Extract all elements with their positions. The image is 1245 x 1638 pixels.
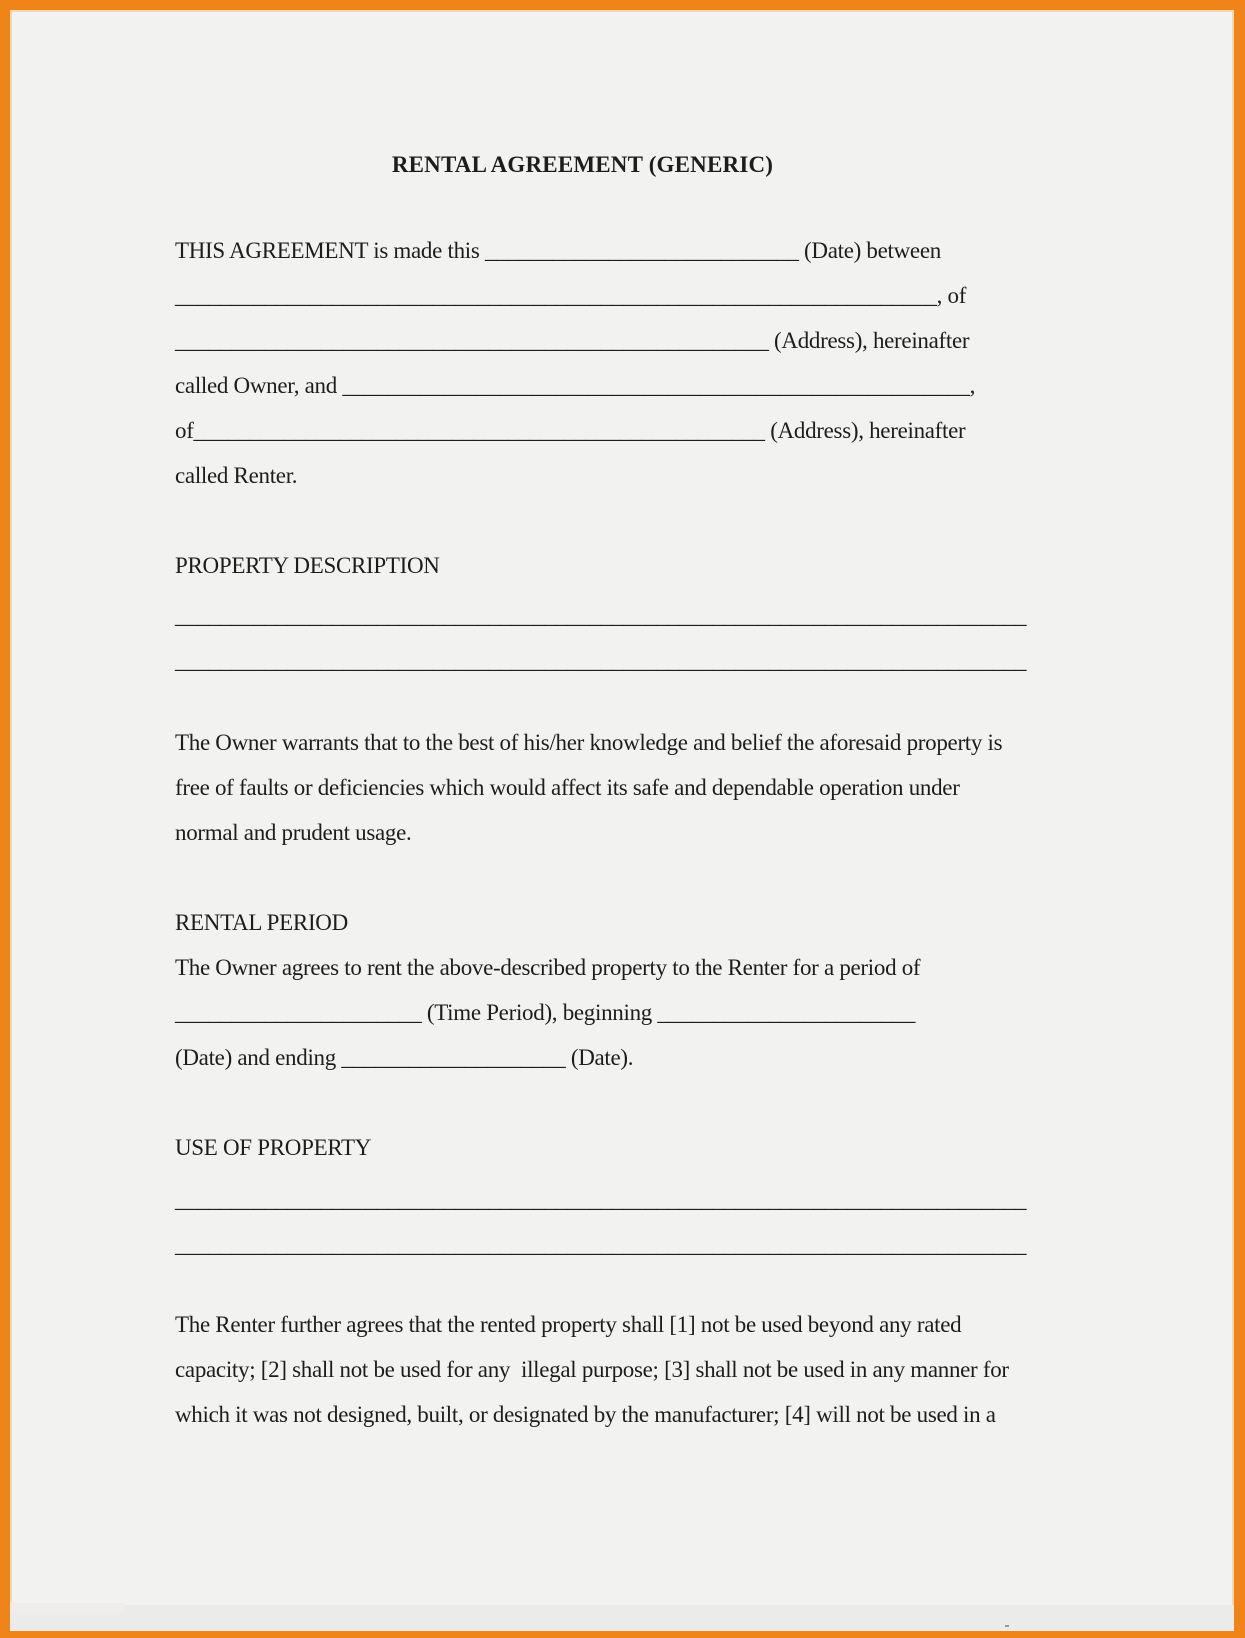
rental-period-paragraph [175,945,990,1080]
scan-artifact-strip-left [10,1603,125,1613]
rental-period-line: The Owner agrees to rent the above-described property to the Renter for a period of [175,955,921,980]
blank-line: ____________________________________________________________________________ [175,1187,1027,1212]
intro-line-owner-name-blank: ____________________________________________________________________, of [175,283,967,308]
intro-line-renter-address-blank: of___________________________________________________ (Address), hereinafter [175,418,966,443]
scan-artifact-strip [10,1605,1234,1631]
restrictions-line: capacity; [2] shall not be used for any illegal purpose; [3] shall not be used in any manner for [175,1357,1009,1382]
section-heading-property-description: PROPERTY DESCRIPTION [175,553,440,578]
blank-line: ____________________________________________________________________________ [175,1232,1027,1257]
document-page [10,10,1234,1631]
document-content [175,10,1027,1437]
section-heading-rental-period: RENTAL PERIOD [175,910,348,935]
intro-line-owner-address-blank: _____________________________________________________ (Address), hereinafter [175,328,970,353]
scan-speck [1005,1625,1009,1627]
intro-line-called-renter: called Renter. [175,463,298,488]
property-description-blank-lines [175,593,1027,683]
blank-line: ____________________________________________________________________________ [175,648,1027,673]
warranty-line: free of faults or deficiencies which would affect its safe and dependable operation under [175,775,960,800]
use-restrictions-paragraph [175,1302,1009,1437]
rental-period-line-dates-blank: (Date) and ending ____________________ (Date). [175,1045,634,1070]
section-heading-use-of-property: USE OF PROPERTY [175,1135,372,1160]
restrictions-line: which it was not designed, built, or designated by the manufacturer; [4] will not be used in a [175,1402,996,1427]
intro-line-renter-name-blank: called Owner, and ________________________________________________________, [175,373,976,398]
restrictions-line: The Renter further agrees that the rented property shall [1] not be used beyond any rated [175,1312,962,1337]
intro-paragraph [175,228,990,498]
rental-period-line-time-blank: ______________________ (Time Period), beginning _______________________ [175,1000,916,1025]
warranty-line: The Owner warrants that to the best of his/her knowledge and belief the aforesaid property is [175,730,1003,755]
warranty-line: normal and prudent usage. [175,820,412,845]
use-of-property-blank-lines [175,1177,1027,1267]
intro-line-date: THIS AGREEMENT is made this ____________________________ (Date) between [175,238,941,263]
warranty-paragraph [175,720,1003,855]
document-title: RENTAL AGREEMENT (GENERIC) [391,152,774,177]
blank-line: ____________________________________________________________________________ [175,603,1027,628]
